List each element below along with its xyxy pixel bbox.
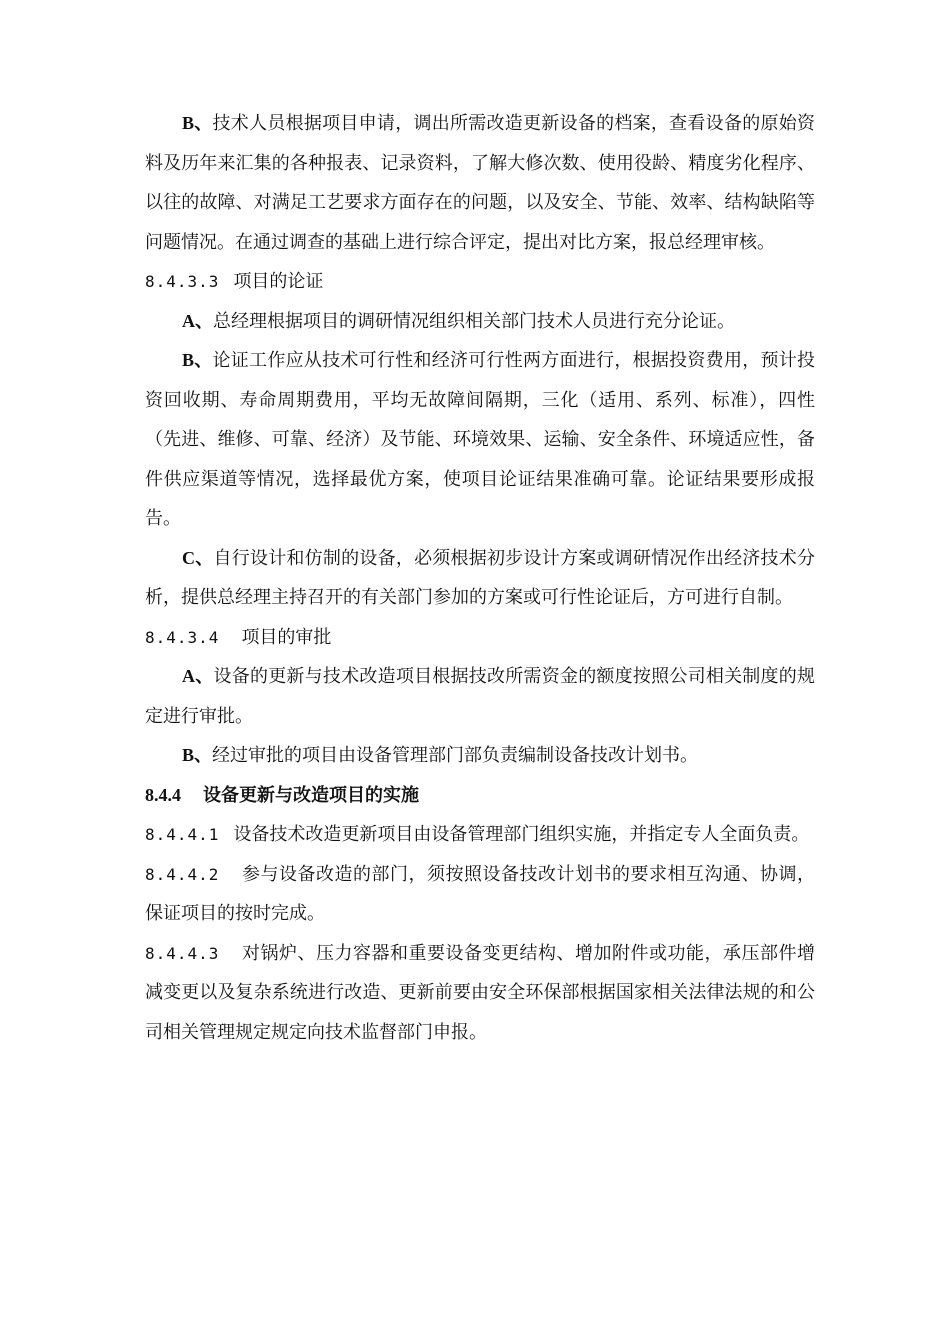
paragraph-text: 设备的更新与技术改造项目根据技改所需资金的额度按照公司相关制度的规定进行审批。 bbox=[145, 666, 816, 727]
section-number: 8.4.4 bbox=[145, 784, 181, 805]
item-letter: B、 bbox=[182, 350, 213, 370]
section-8-4-4-3 bbox=[145, 934, 815, 1053]
paragraph-text: 技术人员根据项目申请，调出所需改造更新设备的档案，查看设备的原始资料及历年来汇集的各种报表、记录资料，了解大修次数、使用役龄、精度劣化程序、以往的故障、对满足工艺要求方面存在的问题，以及安全、节能、效率、结构缺陷等问题情况。在通过调查的基础上进行综合评定，提出对比方案，报总经理审核。 bbox=[145, 113, 815, 253]
section-title: 项目的论证 bbox=[233, 271, 324, 292]
item-letter: A、 bbox=[182, 666, 214, 686]
item-letter: C、 bbox=[182, 547, 214, 568]
item-letter: A、 bbox=[182, 310, 213, 331]
section-8-4-3-3 bbox=[145, 262, 815, 302]
paragraph-text: 对锅炉、压力容器和重要设备变更结构、增加附件或功能，承压部件增减变更以及复杂系统进行改造、更新前要由安全环保部根据国家相关法律法规的和公司相关管理规定规定向技术监督部门申报。 bbox=[145, 942, 815, 1043]
section-8-4-4-2 bbox=[145, 855, 815, 934]
item-letter: B、 bbox=[182, 745, 213, 765]
section-title: 项目的审批 bbox=[241, 626, 332, 648]
section-number: 8.4.3.3 bbox=[145, 272, 220, 291]
paragraph-a-approval bbox=[145, 657, 815, 736]
section-number: 8.4.4.2 bbox=[145, 864, 220, 884]
document-body bbox=[145, 104, 815, 1052]
section-number: 8.4.3.4 bbox=[145, 627, 220, 647]
paragraph-b-feasibility bbox=[145, 341, 815, 539]
paragraph-text: 参与设备改造的部门，须按照设备技改计划书的要求相互沟通、协调，保证项目的按时完成。 bbox=[145, 863, 815, 924]
paragraph-c-self-design bbox=[145, 539, 815, 618]
paragraph-text: 自行设计和仿制的设备，必须根据初步设计方案或调研情况作出经济技术分析，提供总经理主持召开的有关部门参加的方案或可行性论证后，方可进行自制。 bbox=[145, 547, 816, 608]
paragraph-a-demonstration bbox=[145, 302, 815, 342]
paragraph-b-survey bbox=[145, 104, 815, 262]
paragraph-b-plan bbox=[145, 736, 815, 776]
paragraph-text: 设备技术改造更新项目由设备管理部门组织实施，并指定专人全面负责。 bbox=[233, 824, 810, 845]
paragraph-text: 经过审批的项目由设备管理部门部负责编制设备技改计划书。 bbox=[212, 745, 699, 766]
section-8-4-4 bbox=[145, 776, 815, 816]
section-title: 设备更新与改造项目的实施 bbox=[203, 784, 419, 806]
item-letter: B、 bbox=[182, 113, 213, 133]
section-number: 8.4.4.3 bbox=[145, 943, 220, 963]
paragraph-text: 论证工作应从技术可行性和经济可行性两方面进行，根据投资费用，预计投资回收期、寿命周期费用，平均无故障间隔期，三化（适用、系列、标准），四性（先进、维修、可靠、经济）及节能、环境效果、运输、安全条件、环境适应性，备件供应渠道等情况，选择最优方案，使项目论证结果准确可靠。论证结果要形成报告。 bbox=[145, 350, 815, 529]
section-number: 8.4.4.1 bbox=[145, 825, 220, 844]
paragraph-text: 总经理根据项目的调研情况组织相关部门技术人员进行充分论证。 bbox=[213, 310, 735, 332]
section-8-4-3-4 bbox=[145, 618, 815, 658]
section-8-4-4-1 bbox=[145, 815, 815, 855]
